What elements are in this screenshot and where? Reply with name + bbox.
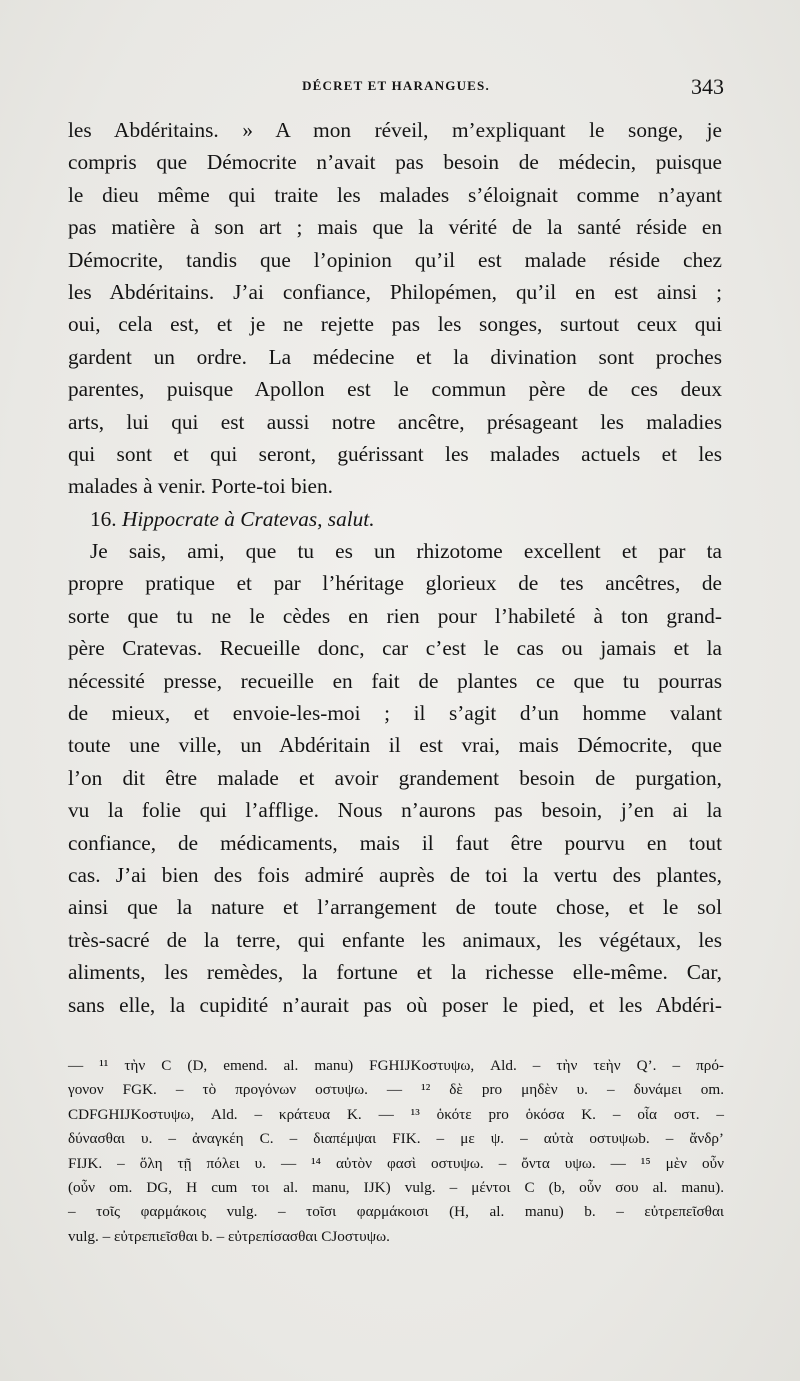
text-line: arts, lui qui est aussi notre ancêtre, présageant les maladies bbox=[68, 409, 722, 434]
text-line: Démocrite, tandis que l’opinion qu’il est malade réside chez bbox=[68, 247, 722, 272]
footnotes bbox=[68, 1054, 724, 1249]
footnote-line: FIJK. – ὅλη τῇ πόλει υ. — ¹⁴ αὐτὸν φασὶ οστυψω. – ὄντα υψω. — ¹⁵ μὲν οὖν bbox=[68, 1154, 724, 1172]
text-line: cas. J’ai bien des fois admiré auprès de toi la vertu des plantes, bbox=[68, 862, 722, 887]
text-line: les Abdéritains. » A mon réveil, m’expliquant le songe, je bbox=[68, 118, 722, 142]
text-line: nécessité presse, recueille en fait de plantes ce que tu pourras bbox=[68, 668, 722, 693]
text-line: parentes, puisque Apollon est le commun père de ces deux bbox=[68, 377, 722, 402]
footnote-line: – τοῖς φαρμάκοις vulg. – τοῖσι φαρμάκοισι (H, al. manu) b. – εὐτρεπεῖσθαι bbox=[68, 1203, 724, 1221]
text-line: les Abdéritains. J’ai confiance, Philopémen, qu’il en est ainsi ; bbox=[68, 279, 722, 304]
running-header bbox=[68, 74, 724, 104]
letter-number: 16. bbox=[90, 506, 117, 531]
letter-heading bbox=[68, 503, 722, 535]
footnote-line: (οὖν om. DG, H cum τοι al. manu, IJK) vulg. – μέντοι C (b, οὖν σου al. manu). bbox=[68, 1178, 724, 1196]
text-line: le dieu même qui traite les malades s’éloignait comme n’ayant bbox=[68, 182, 722, 207]
text-line: ainsi que la nature et l’arrangement de toute chose, et le sol bbox=[68, 895, 722, 920]
text-line: propre pratique et par l’héritage glorieux de tes ancêtres, de bbox=[68, 571, 722, 596]
text-line: l’on dit être malade et avoir grandement besoin de purgation, bbox=[68, 765, 722, 790]
text-line: confiance, de médicaments, mais il faut être pourvu en tout bbox=[68, 830, 722, 855]
letter-title: Hippocrate à Cratevas, salut. bbox=[121, 506, 375, 531]
text-line: sans elle, la cupidité n’aurait pas où poser le pied, et les Abdéri- bbox=[68, 992, 722, 1017]
text-line: qui sont et qui seront, guérissant les malades actuels et les bbox=[68, 441, 722, 466]
footnote-line: — ¹¹ τὴν C (D, emend. al. manu) FGHIJKοστυψω, Ald. – τὴν τεὴν Q’. – πρό- bbox=[68, 1057, 724, 1074]
text-line: toute une ville, un Abdéritain il est vrai, mais Démocrite, que bbox=[68, 733, 722, 758]
text-line: aliments, les remèdes, la fortune et la richesse elle-même. Car, bbox=[68, 960, 722, 985]
footnote-line: δύνασθαι υ. – ἀναγκέη C. – διαπέμψαι FIK. – με ψ. – αὐτὰ οστυψωb. – ἄνδρ’ bbox=[68, 1130, 724, 1148]
footnote-line: CDFGHIJKοστυψω, Ald. – κράτευα K. — ¹³ ὁκότε pro ὁκόσα K. – οἷα οστ. – bbox=[68, 1105, 724, 1123]
running-title: DÉCRET ET HARANGUES. bbox=[302, 78, 490, 93]
main-text bbox=[68, 114, 722, 1021]
text-line: Je sais, ami, que tu es un rhizotome excellent et par ta bbox=[90, 539, 722, 564]
text-line: de mieux, et envoie-les-moi ; il s’agit d’un homme valant bbox=[68, 701, 722, 726]
text-line: oui, cela est, et je ne rejette pas les songes, surtout ceux qui bbox=[68, 312, 722, 337]
page-number: 343 bbox=[691, 74, 724, 99]
text-line: père Cratevas. Recueille donc, car c’est le cas ou jamais et la bbox=[68, 636, 722, 661]
text-line: compris que Démocrite n’avait pas besoin de médecin, puisque bbox=[68, 150, 722, 175]
text-line: gardent un ordre. La médecine et la divination sont proches bbox=[68, 344, 722, 369]
footnote-line: γονον FGK. – τὸ προγόνων οστυψω. — ¹² δὲ pro μηδὲν υ. – δυνάμει om. bbox=[68, 1081, 724, 1099]
text-line: pas matière à son art ; mais que la vérité de la santé réside en bbox=[68, 215, 722, 240]
text-line: vu la folie qui l’afflige. Nous n’aurons pas besoin, j’en ai la bbox=[68, 798, 722, 823]
footnote-line: vulg. – εὐτρεπιεῖσθαι b. – εὐτρεπίσασθαι CJοστυψω. bbox=[68, 1227, 390, 1245]
text-line: malades à venir. Porte-toi bien. bbox=[68, 474, 333, 499]
text-line: sorte que tu ne le cèdes en rien pour l’habileté à ton grand- bbox=[68, 603, 722, 628]
text-line: très-sacré de la terre, qui enfante les animaux, les végétaux, les bbox=[68, 927, 722, 952]
